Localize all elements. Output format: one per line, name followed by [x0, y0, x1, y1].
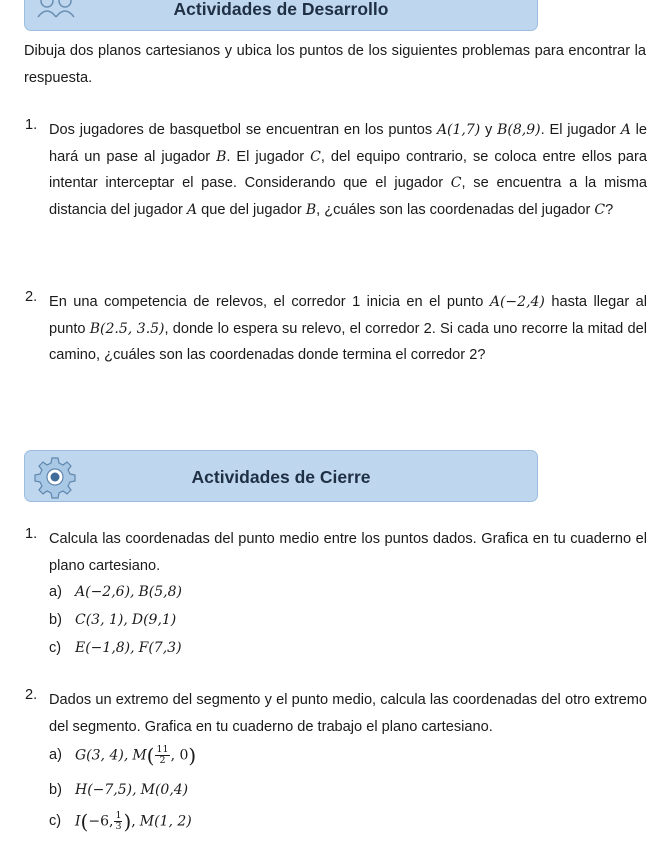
desarrollo-title: Actividades de Desarrollo — [173, 0, 389, 19]
point-b: B(2.5, 3.5) — [89, 320, 165, 337]
desarrollo-intro: Dibuja dos planos cartesianos y ubica los puntos de los siguientes problemas para encontrar la respuesta. — [24, 43, 646, 86]
problem-number: 2. — [25, 687, 38, 703]
cierre-title: Actividades de Cierre — [191, 467, 371, 487]
fraction: $\frac{11}{2}$ — [156, 744, 169, 766]
list-item: c) I(−6, $\frac{1}{3}$ ), M(1, 2) — [49, 809, 192, 834]
problem-number: 2. — [25, 289, 38, 305]
problem-number: 1. — [25, 117, 38, 133]
list-item: a) A(−2,6), B(5,8) — [49, 584, 182, 600]
list-item: a) G(3, 4), M( $\frac{11}{2}$ , 0) — [49, 743, 197, 768]
desarrollo-header — [24, 0, 538, 31]
list-item: c) E(−1,8), F(7,3) — [49, 640, 182, 656]
problem-text: Calcula las coordenadas del punto medio entre los puntos dados. Grafica en tu cuaderno el plano cartesiano. — [49, 531, 647, 574]
problem-number: 1. — [25, 526, 38, 542]
desarrollo-problem-2 — [25, 289, 647, 369]
point-a: A(1,7) — [436, 122, 481, 138]
problem-text: En una competencia de relevos, el corredor 1 inicia en el punto A(−2,4) hasta llegar al punto B(2.5, 3.5), donde lo espera su relevo, el corredor 2. Si cada uno recorre la mitad del camino, ¿cuáles son las coordenadas donde termina el corredor 2? — [49, 294, 647, 363]
cierre-header — [24, 450, 538, 502]
list-item: b) H(−7,5), M(0,4) — [49, 782, 189, 798]
point-b: B(8,9) — [497, 122, 541, 138]
problem-text: Dados un extremo del segmento y el punto medio, calcula las coordenadas del otro extremo del segmento. Grafica en tu cuaderno de trabajo el plano cartesiano. — [49, 692, 647, 735]
cierre-problem-1 — [25, 526, 647, 579]
problem-text: Dos jugadores de basquetbol se encuentran en los puntos A(1,7) y B(8,9). El jugador A le hará un pase al jugador B. El jugador C, del equipo contrario, se coloca entre ellos para intentar interceptar el pase. Considerando que el jugador C, se encuentra a la misma distancia del jugador A que del jugador B, ¿cuáles son las coordenadas del jugador C? — [49, 122, 647, 218]
desarrollo-problem-1 — [25, 117, 647, 223]
cierre-problem-2 — [25, 687, 647, 740]
fraction: $\frac{1}{3}$ — [115, 810, 122, 832]
point-a: A(−2,4) — [489, 294, 545, 310]
list-item: b) C(3, 1), D(9,1) — [49, 612, 177, 628]
